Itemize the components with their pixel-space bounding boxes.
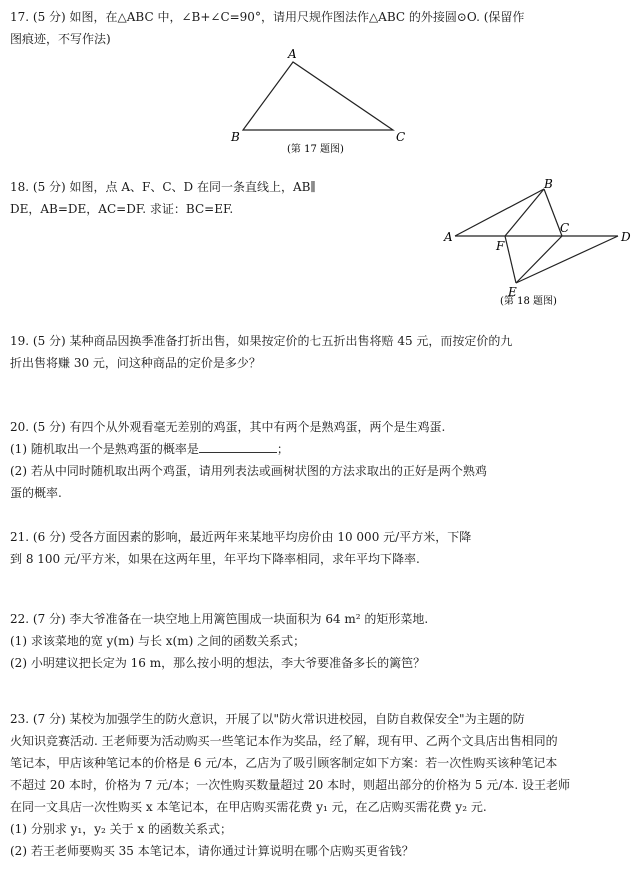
q18-figure-caption: (第 18 题图) <box>500 296 557 307</box>
q18-text-line2: DE，AB=DE，AC=DF. 求证：BC=EF. <box>10 202 234 216</box>
q23-text-line1: 23. (7 分) 某校为加强学生的防火意识，开展了以"防火常识进校园，自防自救保安全"为主题的防 <box>10 712 525 726</box>
vertex-a-label: A <box>288 48 297 61</box>
segment-ed <box>516 236 618 283</box>
q23-part2: (2) 若王老师要购买 35 本笔记本，请你通过计算说明在哪个店购买更省钱？ <box>10 844 414 858</box>
question-17 <box>10 6 625 50</box>
q20-part1 <box>10 438 625 460</box>
q18-geometry-figure <box>440 176 635 308</box>
vertex-c-label: C <box>396 130 406 144</box>
point-d-label: D <box>621 230 631 244</box>
segment-bf <box>505 189 544 236</box>
q17-text-line2: 图痕迹，不写作法) <box>10 32 111 46</box>
q20-part2-line2: 蛋的概率. <box>10 486 62 500</box>
q21-text-line2: 到 8 100 元/平方米，如果在这两年里，年平均下降率相同，求年平均下降率. <box>10 552 420 566</box>
q17-text-line1: 17. (5 分) 如图，在△ABC 中，∠B+∠C=90°，请用尺规作图法作△ABC 的外接圆⊙O. (保留作 <box>10 10 525 24</box>
segment-fe <box>505 236 516 283</box>
q19-text-line2: 折出售将赚 30 元，问这种商品的定价是多少？ <box>10 356 261 370</box>
q20-part1-text: (1) 随机取出一个是熟鸡蛋的概率是 <box>10 442 199 456</box>
q23-part1: (1) 分别求 y₁，y₂ 关于 x 的函数关系式； <box>10 822 233 836</box>
question-23 <box>10 708 625 862</box>
q19-text-line1: 19. (5 分) 某种商品因换季准备打折出售，如果按定价的七五折出售将赔 45 元，而按定价的九 <box>10 334 513 348</box>
q22-part1: (1) 求该菜地的宽 y(m) 与长 x(m) 之间的函数关系式； <box>10 634 306 648</box>
q17-figure-caption: (第 17 题图) <box>287 144 344 155</box>
q17-triangle-figure <box>225 48 415 158</box>
segment-ce <box>516 236 562 283</box>
vertex-b-label: B <box>231 130 240 144</box>
question-21 <box>10 526 625 570</box>
question-19 <box>10 330 625 374</box>
q22-text-line1: 22. (7 分) 李大爷准备在一块空地上用篱笆围成一块面积为 64 m² 的矩形菜地. <box>10 612 429 626</box>
answer-blank[interactable] <box>199 440 277 453</box>
q23-text-line5: 在同一文具店一次性购买 x 本笔记本，在甲店购买需花费 y₁ 元，在乙店购买需花费 y₂ 元. <box>10 800 487 814</box>
q20-part2-line1: (2) 若从中同时随机取出两个鸡蛋，请用列表法或画树状图的方法求取出的正好是两个熟鸡 <box>10 464 487 478</box>
q23-text-line2: 火知识竞赛活动. 王老师要为活动购买一些笔记本作为奖品，经了解，现有甲、乙两个文具店出售相同的 <box>10 734 558 748</box>
point-c-label: C <box>560 221 570 235</box>
question-22 <box>10 608 625 674</box>
point-f-label: F <box>496 239 505 253</box>
segment-ab <box>455 189 544 236</box>
triangle-abc <box>243 62 393 130</box>
q23-text-line3: 笔记本，甲店该种笔记本的价格是 6 元/本，乙店为了吸引顾客制定如下方案：若一次性购买该种笔记本 <box>10 756 558 770</box>
question-20 <box>10 416 625 504</box>
point-a-label: A <box>444 230 453 244</box>
q20-text-line1: 20. (5 分) 有四个从外观看毫无差别的鸡蛋，其中有两个是熟鸡蛋，两个是生鸡蛋. <box>10 420 446 434</box>
q23-text-line4: 不超过 20 本时，价格为 7 元/本；一次性购买数量超过 20 本时，则超出部分的价格为 5 元/本. 设王老师 <box>10 778 571 792</box>
point-b-label: B <box>544 177 553 191</box>
q20-part1-suffix: ； <box>276 442 289 456</box>
q21-text-line1: 21. (6 分) 受各方面因素的影响，最近两年来某地平均房价由 10 000 元/平方米，下降 <box>10 530 472 544</box>
point-e-label: E <box>508 285 517 299</box>
q18-text-line1: 18. (5 分) 如图，点 A、F、C、D 在同一条直线上，AB∥ <box>10 180 316 194</box>
q22-part2: (2) 小明建议把长定为 16 m，那么按小明的想法，李大爷要准备多长的篱笆？ <box>10 656 426 670</box>
